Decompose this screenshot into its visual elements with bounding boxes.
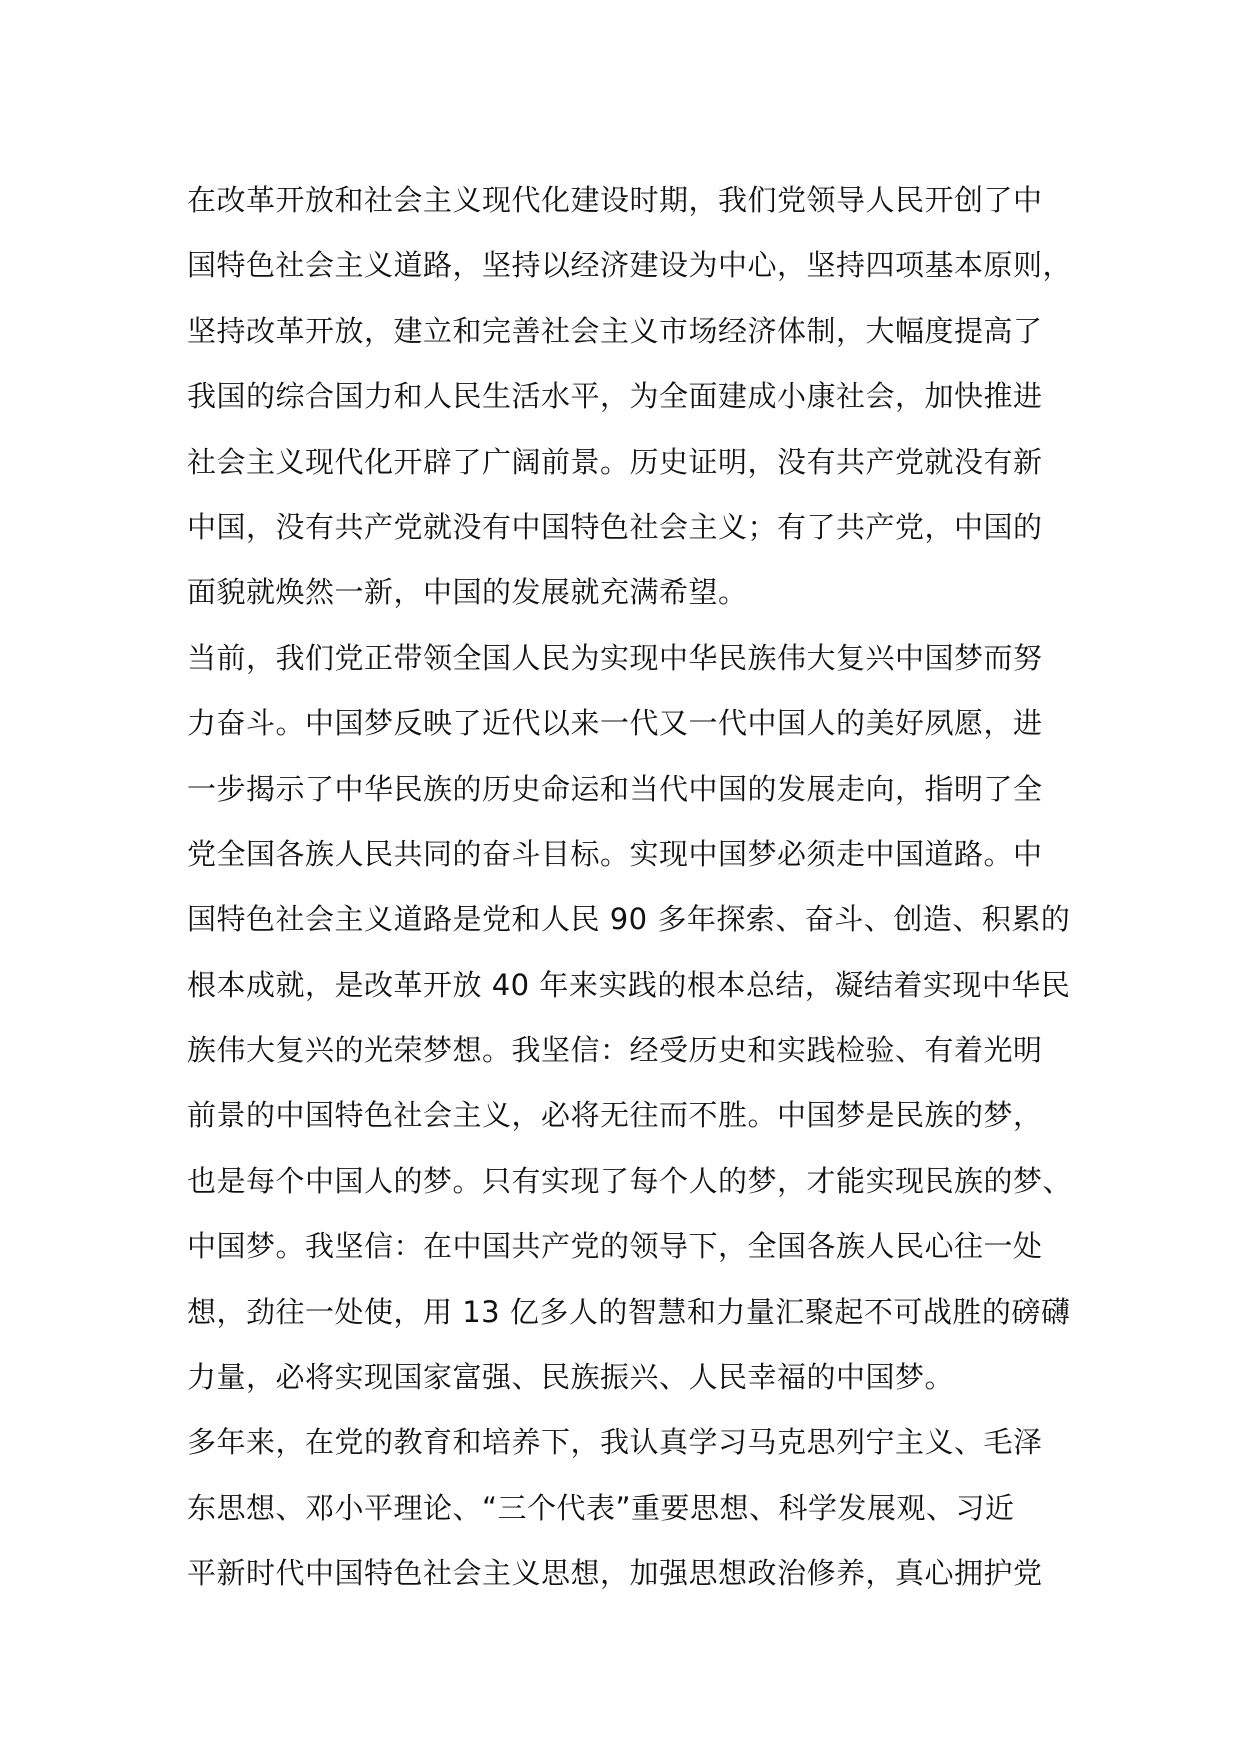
text-line: 社会主义现代化开辟了广阔前景。历史证明，没有共产党就没有新 <box>187 444 1043 479</box>
paragraph-1 <box>187 168 1087 626</box>
text-line: 根本成就，是改革开放 40 年来实践的根本总结，凝结着实现中华民 <box>187 967 1071 1002</box>
text-line: 一步揭示了中华民族的历史命运和当代中国的发展走向，指明了全 <box>187 771 1043 806</box>
text-line: 我国的综合国力和人民生活水平，为全面建成小康社会，加快推进 <box>187 379 1043 414</box>
text-line: 多年来，在党的教育和培养下，我认真学习马克思列宁主义、毛泽 <box>187 1425 1043 1460</box>
text-line: 东思想、邓小平理论、“三个代表”重要思想、科学发展观、习近 <box>187 1490 1015 1525</box>
text-line: 前景的中国特色社会主义，必将无往而不胜。中国梦是民族的梦， <box>187 1098 1043 1133</box>
text-line: 也是每个中国人的梦。只有实现了每个人的梦，才能实现民族的梦、 <box>187 1163 1073 1198</box>
text-line: 当前，我们党正带领全国人民为实现中华民族伟大复兴中国梦而努 <box>187 640 1043 675</box>
text-line: 中国，没有共产党就没有中国特色社会主义；有了共产党，中国的 <box>187 509 1043 544</box>
text-line: 想，劲往一处使，用 13 亿多人的智慧和力量汇聚起不可战胜的磅礴 <box>187 1294 1071 1329</box>
body-text <box>187 168 1087 1607</box>
text-line: 平新时代中国特色社会主义思想，加强思想政治修养，真心拥护党 <box>187 1556 1043 1591</box>
text-line: 党全国各族人民共同的奋斗目标。实现中国梦必须走中国道路。中 <box>187 836 1043 871</box>
text-line: 坚持改革开放，建立和完善社会主义市场经济体制，大幅度提高了 <box>187 313 1043 348</box>
text-line: 族伟大复兴的光荣梦想。我坚信：经受历史和实践检验、有着光明 <box>187 1033 1043 1068</box>
paragraph-2 <box>187 626 1087 1411</box>
text-line: 面貌就焕然一新，中国的发展就充满希望。 <box>187 575 748 610</box>
text-line: 力量，必将实现国家富强、民族振兴、人民幸福的中国梦。 <box>187 1360 955 1395</box>
text-line: 国特色社会主义道路，坚持以经济建设为中心，坚持四项基本原则， <box>187 248 1073 283</box>
paragraph-3 <box>187 1410 1087 1606</box>
text-line: 力奋斗。中国梦反映了近代以来一代又一代中国人的美好夙愿，进 <box>187 706 1043 741</box>
text-line: 中国梦。我坚信：在中国共产党的领导下，全国各族人民心往一处 <box>187 1229 1043 1264</box>
text-line: 国特色社会主义道路是党和人民 90 多年探索、奋斗、创造、积累的 <box>187 902 1071 937</box>
text-line: 在改革开放和社会主义现代化建设时期，我们党领导人民开创了中 <box>187 183 1043 217</box>
